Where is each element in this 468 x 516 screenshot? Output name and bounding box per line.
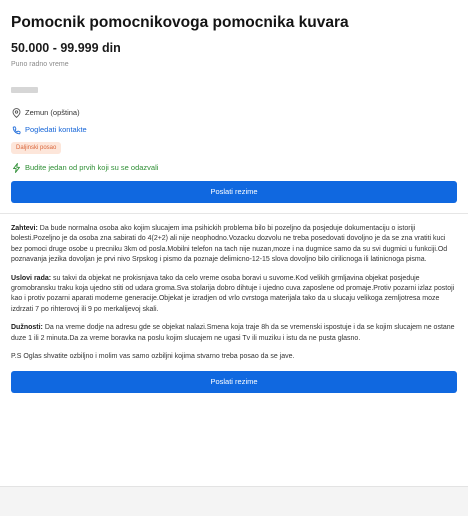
location-row: [11, 108, 457, 118]
requirements-label: Zahtevi:: [11, 225, 38, 232]
company-name-redacted: [11, 87, 38, 93]
view-contacts-label[interactable]: Pogledati kontakte: [25, 125, 87, 134]
location-pin-icon: [11, 108, 21, 118]
postscript-text: P.S Oglas shvatite ozbiljno i molim vas samo ozbiljni kojima stvarno treba posao da se jave.: [11, 353, 295, 361]
work-schedule: Puno radno vreme: [11, 61, 69, 68]
location-text: Zemun (opština): [25, 108, 80, 117]
section-divider: [0, 213, 468, 214]
view-contacts-link[interactable]: [11, 125, 457, 135]
duties-label: Dužnosti:: [11, 324, 43, 332]
description-working-conditions: [11, 274, 457, 315]
description-postscript: [11, 352, 457, 362]
send-resume-button-bottom[interactable]: Poslati rezime: [11, 371, 457, 393]
job-title: Pomocnik pomocnikovoga pomocnika kuvara: [11, 14, 349, 31]
lightning-icon: [11, 163, 21, 173]
phone-icon: [11, 125, 21, 135]
requirements-text: Da bude normalna osoba ako kojim slucajem ima psihickih problema bilo bi pozeljno da posjeduje dokumentaciju o istoriji bolesti.Pozeljno je da osoba zna sabirati do 4(2+2) ali nije neophodno.Vozacku dozvolu ne treba posedovati dovoljno je da se zna vratiti kuci bez pomoci druge osobe u precniku 3km od posla.Mobilni telefon na tach nije nuzan,moze i na dugmice samo da su svi dugmici u funkciji.Od poznavanja jezika dovoljan je prvi nivo Srpskog i pismo da poznaje delimicno-12-15 slova dovoljno bilo cirilicnoga ili latinicnoga pisma.: [11, 225, 448, 263]
salary-range: 50.000 - 99.999 din: [11, 41, 121, 55]
job-description: [11, 224, 457, 363]
remote-job-badge: Daljinski posao: [11, 142, 61, 154]
working-conditions-label: Uslovi rada:: [11, 274, 52, 282]
early-applicant-text: Budite jedan od prvih koji su se odazvali: [25, 163, 159, 172]
send-resume-button-top[interactable]: Poslati rezime: [11, 181, 457, 203]
duties-text: Da na vreme dodje na adresu gde se objekat nalazi.Smena koja traje 8h da se vremenski ispostuje i da se kojim slucajem ne ostane duze 1 ili 2 minuta.Da za vreme boravka na poslu kojim slucajem ne ugasi Tv ili muziku i istu da ne pusta glasno.: [11, 324, 455, 342]
working-conditions-text: su takvi da objekat ne prokisnjava tako da celo vreme osoba boravi u suvome.Kod velikih grmljavina objekat posjeduje gromobransku traku koja ujedno stiti od udara groma.Sva stolarija dobro dihtuje i ujedno cuva zaposlene od promaje.Protiv pozarni izlaz postoji kao i protiv pozarni aparati moderne generacije.Objekat je izradjen od vrlo cvrstoga materijala tako da u slucaju velikoga zemljotresa moze izdrzati 7 po rihterovoj ili 9 po merkalijevoj skali.: [11, 274, 455, 313]
early-applicant-note: [11, 163, 457, 173]
description-requirements: [11, 224, 457, 265]
description-duties: [11, 323, 457, 344]
